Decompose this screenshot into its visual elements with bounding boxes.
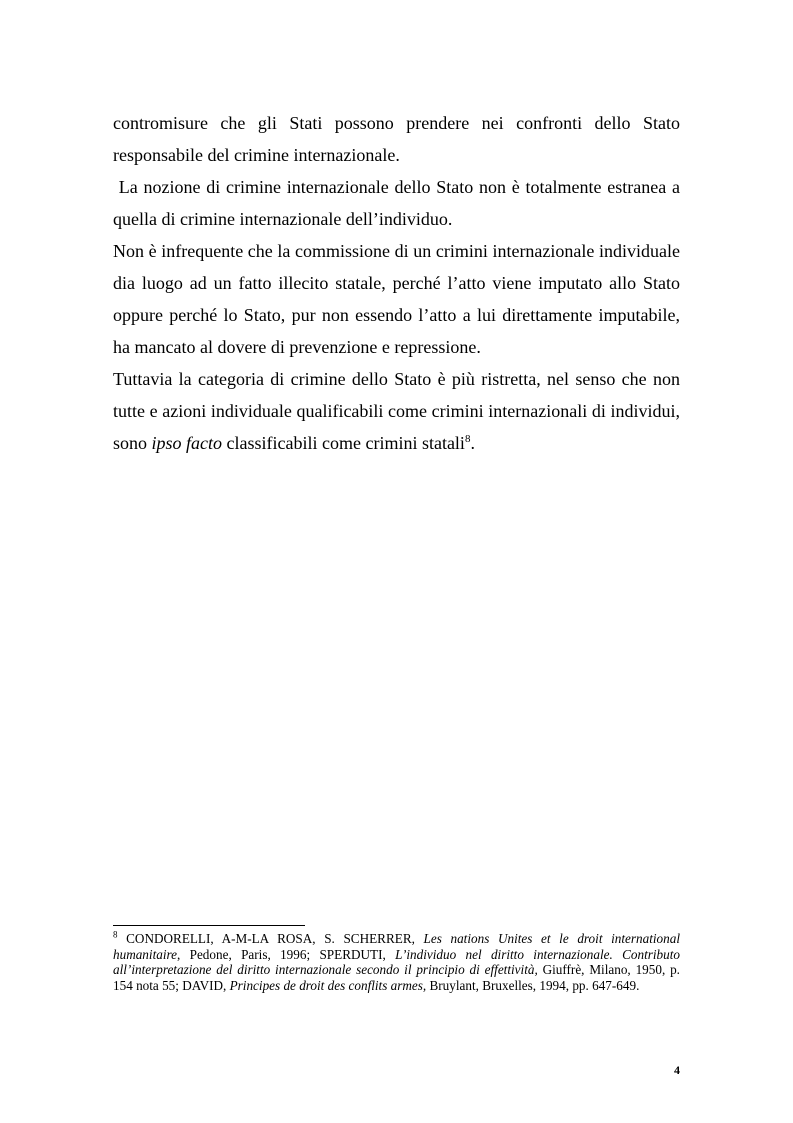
paragraph-4-text-cont: classificabili come crimini statali bbox=[222, 433, 465, 453]
footnote-8 bbox=[113, 931, 680, 993]
footnote-text-2: , Pedone, Paris, 1996; SPERDUTI, bbox=[176, 946, 396, 962]
footnote-separator bbox=[113, 925, 305, 926]
ipso-facto-italic: ipso facto bbox=[151, 433, 223, 453]
footnote-title-2: L’individuo nel diritto internazionale. Contributo all’interpretazione del diritto internazionale secondo il principio di effettività, bbox=[113, 946, 680, 977]
paragraph-1: contromisure che gli Stati possono prendere nei confronti dello Stato responsabile del crimine internazionale. bbox=[113, 113, 680, 165]
footnote-title-1: Les nations Unites et le droit international humanitaire bbox=[113, 931, 680, 962]
footnote-title-3: Principes de droit des conflits armes, bbox=[229, 977, 427, 993]
footnote-text-4: Bruylant, Bruxelles, 1994, pp. 647-649. bbox=[426, 977, 640, 993]
footnote-mark: 8 bbox=[113, 929, 118, 940]
paragraph-4-end: . bbox=[470, 433, 475, 453]
footnote-text-1: CONDORELLI, A-M-LA ROSA, S. SCHERRER, bbox=[117, 931, 424, 946]
footnote-reference[interactable]: 8 bbox=[464, 433, 471, 445]
page-number: 4 bbox=[674, 1063, 680, 1077]
footnote-text-3: Giuffrè, Milano, 1950, p. 154 nota 55; DAVID, bbox=[113, 962, 680, 993]
paragraph-4 bbox=[113, 363, 680, 459]
body-text bbox=[113, 107, 685, 459]
paragraph-3: Non è infrequente che la commissione di un crimini internazionale individuale dia luogo ad un fatto illecito statale, perché l’atto viene imputato allo Stato oppure perché lo Stato, pur non essendo l’atto a lui direttamente imputabile, ha mancato al dovere di prevenzione e repressione. bbox=[113, 241, 680, 357]
paragraph-2: La nozione di crimine internazionale dello Stato non è totalmente estranea a quella di crimine internazionale dell’individuo. bbox=[113, 177, 685, 229]
paragraph-4-text: Tuttavia la categoria di crimine dello Stato è più ristretta, nel senso che non tutte e azioni individuale qualificabili come crimini internazionali di individui, sono bbox=[113, 369, 680, 453]
